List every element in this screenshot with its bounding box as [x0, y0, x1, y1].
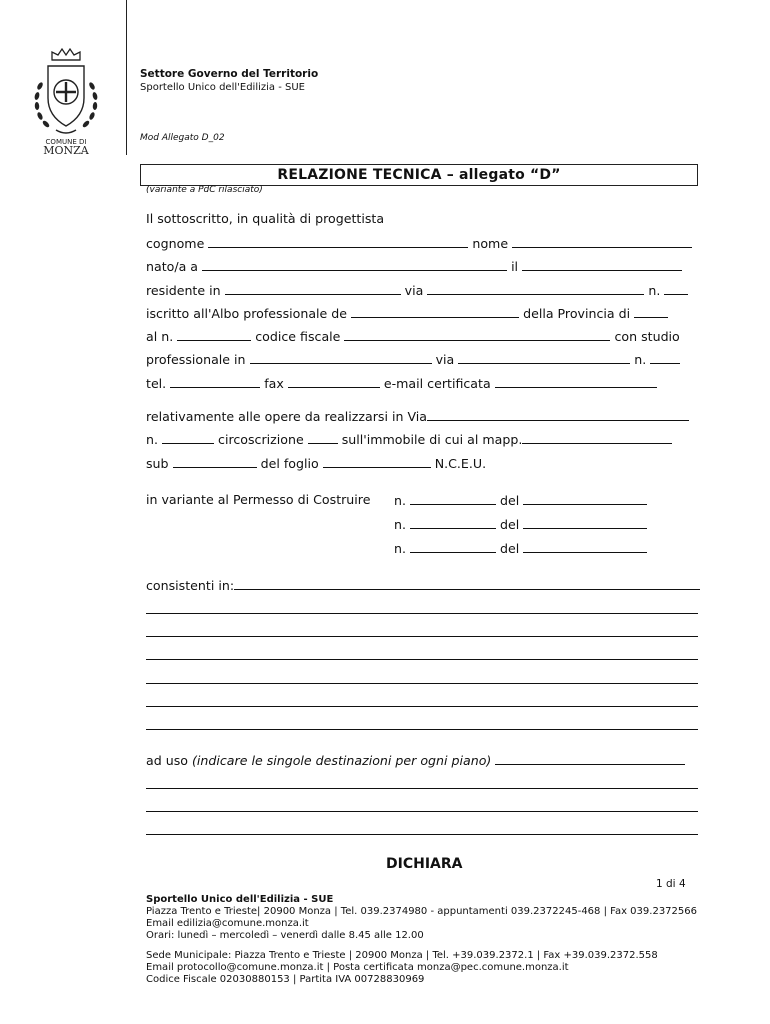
ad-uso-note: (indicare le singole destinazioni per ogni piano) [191, 753, 492, 768]
crown-icon [52, 49, 80, 60]
provincia-field[interactable] [634, 305, 668, 318]
nascita-row [146, 258, 682, 274]
consistenti-field[interactable] [234, 577, 700, 590]
studio-via-label: via [435, 352, 455, 367]
foglio-row [146, 455, 486, 471]
iscritto-label: iscritto all'Albo professionale de [146, 306, 348, 321]
mapp-label: sull'immobile di cui al mapp. [341, 432, 523, 447]
studio-citta-field[interactable] [250, 351, 432, 364]
mappale-field[interactable] [522, 431, 672, 444]
email-field[interactable] [495, 375, 657, 388]
ad-uso-row [146, 752, 685, 768]
footer-address: Piazza Trento e Trieste| 20900 Monza | Tel. 039.2374980 - appuntamenti 039.2372245-468 | Fax 039.2372566 [146, 906, 697, 917]
sub-field[interactable] [173, 455, 257, 468]
codice-fiscale-field[interactable] [344, 328, 610, 341]
permesso-row-1 [394, 492, 647, 508]
ad-uso-label: ad uso [146, 753, 188, 768]
consistenti-line[interactable] [146, 683, 698, 684]
cognome-nome-row [146, 235, 692, 251]
cognome-label: cognome [146, 236, 205, 251]
studio-numero-label: n. [634, 352, 647, 367]
permesso-numero-label: n. [394, 541, 406, 556]
tel-label: tel. [146, 376, 167, 391]
page-number: 1 di 4 [656, 878, 686, 890]
permesso-del-label: del [500, 541, 520, 556]
opere-via-field[interactable] [427, 408, 689, 421]
permesso-numero-field[interactable] [410, 516, 496, 529]
fax-label: fax [264, 376, 284, 391]
consistenti-line[interactable] [146, 729, 698, 730]
residenza-numero-field[interactable] [664, 282, 688, 295]
relativamente-label: relativamente alle opere da realizzarsi in Via [146, 409, 428, 424]
footer-tax-ids: Codice Fiscale 02030880153 | Partita IVA 00728830969 [146, 974, 425, 985]
sub-label: sub [146, 456, 169, 471]
consistenti-line[interactable] [146, 613, 698, 614]
permesso-numero-field[interactable] [410, 540, 496, 553]
nato-label: nato/a a [146, 259, 199, 274]
nceu-label: N.C.E.U. [434, 456, 487, 471]
luogo-nascita-field[interactable] [202, 258, 507, 271]
fax-field[interactable] [288, 375, 380, 388]
permesso-numero-field[interactable] [410, 492, 496, 505]
permesso-numero-label: n. [394, 493, 406, 508]
permesso-del-label: del [500, 493, 520, 508]
via-label: via [404, 283, 424, 298]
albo-row [146, 305, 668, 321]
permesso-data-field[interactable] [523, 516, 647, 529]
permesso-data-field[interactable] [523, 540, 647, 553]
provincia-label: della Provincia di [523, 306, 631, 321]
tel-field[interactable] [170, 375, 260, 388]
residente-label: residente in [146, 283, 221, 298]
cognome-field[interactable] [208, 235, 468, 248]
nome-label: nome [472, 236, 509, 251]
circoscrizione-field[interactable] [308, 431, 338, 444]
logo-caption-bottom: MONZA [43, 144, 89, 157]
codice-fiscale-row [146, 328, 680, 344]
opere-numero-label: n. [146, 432, 158, 447]
ad-uso-line[interactable] [146, 788, 698, 789]
residenza-row [146, 282, 688, 298]
shield-icon [48, 66, 84, 126]
con-studio-label: con studio [614, 329, 680, 344]
permesso-del-label: del [500, 517, 520, 532]
numero-albo-field[interactable] [177, 328, 251, 341]
header-divider [126, 0, 127, 155]
studio-via-field[interactable] [458, 351, 630, 364]
opere-via-row [146, 408, 689, 424]
numero-label: n. [648, 283, 661, 298]
email-label: e-mail certificata [383, 376, 491, 391]
footer-municipal-email: Email protocollo@comune.monza.it | Posta certificata monza@pec.comune.monza.it [146, 962, 569, 973]
il-label: il [511, 259, 519, 274]
consistenti-line[interactable] [146, 636, 698, 637]
variant-note: (variante a PdC rilasciato) [146, 185, 263, 195]
al-n-label: al n. [146, 329, 174, 344]
ad-uso-line[interactable] [146, 811, 698, 812]
footer-hours: Orari: lunedì – mercoledì – venerdì dalle 8.45 alle 12.00 [146, 930, 424, 941]
mappale-row [146, 431, 672, 447]
footer-email: Email edilizia@comune.monza.it [146, 918, 309, 929]
studio-numero-field[interactable] [650, 351, 680, 364]
unit-name: Sportello Unico dell'Edilizia - SUE [140, 82, 305, 93]
contatti-row [146, 375, 657, 391]
foglio-label: del foglio [260, 456, 319, 471]
consistenti-line[interactable] [146, 706, 698, 707]
comune-di-monza-logo [28, 46, 104, 158]
document-title: RELAZIONE TECNICA – allegato “D” [140, 164, 698, 186]
intro-line: Il sottoscritto, in qualità di progettista [146, 211, 385, 226]
form-code: Mod Allegato D_02 [140, 133, 225, 143]
permesso-numero-label: n. [394, 517, 406, 532]
footer-title: Sportello Unico dell'Edilizia - SUE [146, 894, 334, 905]
residenza-citta-field[interactable] [225, 282, 401, 295]
permesso-row-2 [394, 516, 647, 532]
consistenti-row [146, 577, 700, 593]
opere-numero-field[interactable] [162, 431, 214, 444]
circoscrizione-label: circoscrizione [218, 432, 304, 447]
consistenti-line[interactable] [146, 659, 698, 660]
dichiara-heading: DICHIARA [386, 856, 463, 872]
permesso-row-3 [394, 540, 647, 556]
foglio-field[interactable] [323, 455, 431, 468]
ad-uso-line[interactable] [146, 834, 698, 835]
consistenti-label: consistenti in: [146, 578, 235, 593]
variante-label-text: in variante al Permesso di Costruire [146, 492, 371, 507]
nome-field[interactable] [512, 235, 692, 248]
permesso-data-field[interactable] [523, 492, 647, 505]
logo-caption-top: COMUNE DI [45, 138, 87, 146]
codice-fiscale-label: codice fiscale [255, 329, 341, 344]
studio-row [146, 351, 680, 367]
residenza-via-field[interactable] [427, 282, 644, 295]
footer-municipal-address: Sede Municipale: Piazza Trento e Trieste | 20900 Monza | Tel. +39.039.2372.1 | Fax +39.039.2372.558 [146, 950, 658, 961]
data-nascita-field[interactable] [522, 258, 682, 271]
professionale-in-label: professionale in [146, 352, 246, 367]
office-name: Settore Governo del Territorio [140, 68, 319, 80]
albo-field[interactable] [351, 305, 519, 318]
ad-uso-field[interactable] [495, 752, 685, 765]
